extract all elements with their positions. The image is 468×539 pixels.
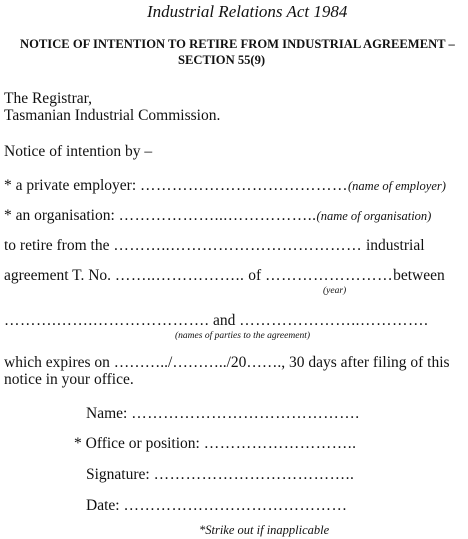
- office-field[interactable]: ………………………..: [203, 435, 357, 452]
- expiry-line1[interactable]: which expires on ………../………../20……., 30 days after filing of this: [4, 354, 450, 371]
- office-label: * Office or position:: [74, 435, 200, 452]
- employer-field[interactable]: …………………………………: [140, 177, 349, 194]
- name-field[interactable]: …………………………………….: [131, 405, 360, 422]
- employer-line: [4, 177, 446, 195]
- retire-end: industrial: [365, 237, 425, 254]
- party2-field[interactable]: …………………..………….: [239, 312, 429, 329]
- employer-hint: (name of employer): [348, 179, 446, 193]
- date-line: [86, 497, 347, 515]
- agreement-number-field[interactable]: ……..……………..: [114, 267, 245, 284]
- date-label: Date:: [86, 497, 120, 514]
- retire-field[interactable]: ………..………………………………: [113, 237, 363, 254]
- act-title: Industrial Relations Act 1984: [147, 2, 348, 21]
- organisation-line: [4, 207, 431, 225]
- notice-by-text: Notice of intention by –: [4, 143, 153, 160]
- retire-text: to retire from the: [4, 237, 110, 254]
- organisation-hint: (name of organisation): [316, 209, 432, 223]
- agreement-year-field[interactable]: ……………………: [265, 267, 394, 284]
- parties-hint: (names of parties to the agreement): [175, 331, 310, 341]
- expiry-line2: notice in your office.: [4, 371, 134, 388]
- signature-line: [86, 466, 354, 484]
- addressee-line1: The Registrar,: [4, 90, 93, 107]
- party1-field[interactable]: ……….…….………………….: [4, 312, 210, 329]
- addressee-line2: Tasmanian Industrial Commission.: [4, 107, 221, 124]
- retire-line: [4, 237, 425, 255]
- name-line: [86, 405, 360, 423]
- name-label: Name:: [86, 405, 128, 422]
- parties-line: [4, 312, 428, 330]
- signature-label: Signature:: [86, 466, 150, 483]
- organisation-label: * an organisation:: [4, 207, 115, 224]
- footnote: *Strike out if inapplicable: [199, 523, 330, 537]
- agreement-label: agreement T. No.: [4, 267, 112, 284]
- agreement-between: between: [393, 267, 445, 284]
- date-field[interactable]: ……………………………………: [123, 497, 348, 514]
- agreement-of: of: [248, 267, 262, 284]
- parties-and: and: [213, 312, 236, 329]
- office-line: [74, 435, 356, 453]
- signature-field[interactable]: ………………………………..: [153, 466, 355, 483]
- employer-label: * a private employer:: [4, 177, 137, 194]
- form-title-line1: NOTICE OF INTENTION TO RETIRE FROM INDUSTRIAL AGREEMENT –: [20, 37, 455, 51]
- agreement-line: [4, 267, 445, 285]
- form-title-line2: SECTION 55(9): [178, 53, 266, 67]
- year-hint: (year): [323, 286, 347, 296]
- organisation-field[interactable]: ………………...……………..: [118, 207, 317, 224]
